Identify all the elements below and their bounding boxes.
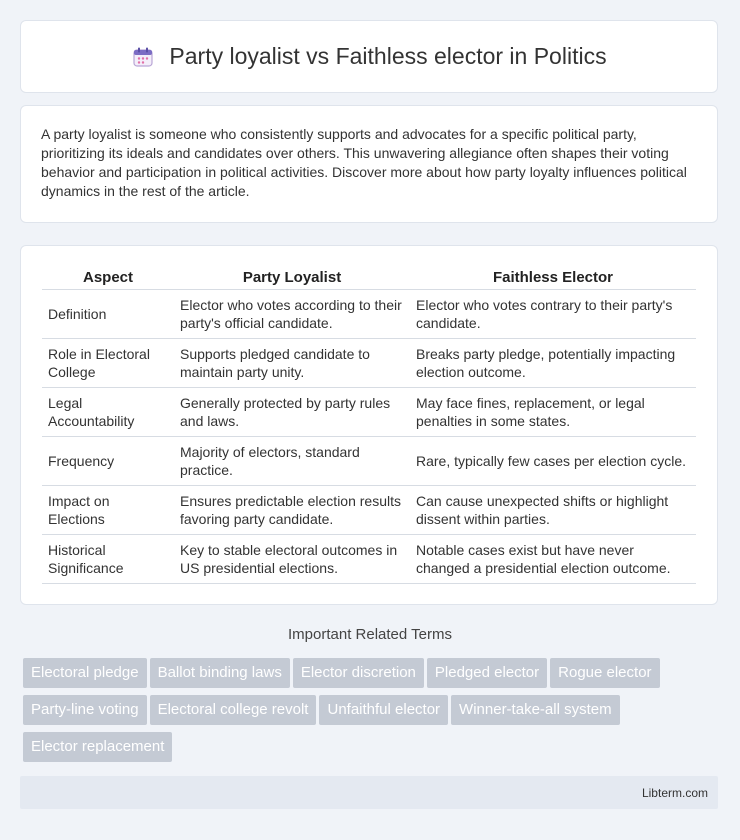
intro-text: A party loyalist is someone who consistently supports and advocates for a specific political party, prioritizing its ideals and candidates over others. This unwavering allegiance often shapes their voting behavior and participation in political activities. Discover more about how party loyalty influences political dynamics in the rest of the article. <box>41 126 687 199</box>
column-header: Aspect <box>42 264 174 290</box>
table-cell: Legal Accountability <box>42 388 174 437</box>
table-cell: Ensures predictable election results favoring party candidate. <box>174 486 410 535</box>
table-cell: Rare, typically few cases per election cycle. <box>410 437 696 486</box>
footer-site-link[interactable]: Libterm.com <box>641 785 708 800</box>
table-header-row <box>42 264 696 290</box>
table-cell: Frequency <box>42 437 174 486</box>
table-cell: Majority of electors, standard practice. <box>174 437 410 486</box>
related-terms-list <box>23 658 723 769</box>
table-cell: Elector who votes according to their party's official candidate. <box>174 290 410 339</box>
calendar-icon <box>131 45 155 69</box>
table-cell: Role in Electoral College <box>42 339 174 388</box>
page-title: Party loyalist vs Faithless elector in Politics <box>169 43 607 69</box>
table-cell: Supports pledged candidate to maintain party unity. <box>174 339 410 388</box>
table-cell: Definition <box>42 290 174 339</box>
table-row <box>42 486 696 535</box>
comparison-card <box>20 245 718 605</box>
related-term-tag[interactable]: Electoral college revolt <box>150 695 317 725</box>
related-term-tag[interactable]: Rogue elector <box>550 658 659 688</box>
related-term-tag[interactable]: Party-line voting <box>23 695 147 725</box>
table-cell: Breaks party pledge, potentially impacting election outcome. <box>410 339 696 388</box>
related-term-tag[interactable]: Unfaithful elector <box>319 695 448 725</box>
table-cell: Can cause unexpected shifts or highlight dissent within parties. <box>410 486 696 535</box>
table-row <box>42 535 696 584</box>
table-row <box>42 437 696 486</box>
table-cell: Impact on Elections <box>42 486 174 535</box>
table-cell: May face fines, replacement, or legal penalties in some states. <box>410 388 696 437</box>
footer <box>20 776 718 809</box>
related-term-tag[interactable]: Winner-take-all system <box>451 695 620 725</box>
table-cell: Elector who votes contrary to their party's candidate. <box>410 290 696 339</box>
table-row <box>42 388 696 437</box>
table-row <box>42 290 696 339</box>
table-cell: Generally protected by party rules and laws. <box>174 388 410 437</box>
header-card <box>20 20 718 93</box>
table-cell: Notable cases exist but have never changed a presidential election outcome. <box>410 535 696 584</box>
table-row <box>42 339 696 388</box>
comparison-table <box>42 264 696 584</box>
table-cell: Key to stable electoral outcomes in US presidential elections. <box>174 535 410 584</box>
related-term-tag[interactable]: Ballot binding laws <box>150 658 290 688</box>
table-cell: Historical Significance <box>42 535 174 584</box>
related-term-tag[interactable]: Pledged elector <box>427 658 547 688</box>
intro-card <box>20 105 718 223</box>
column-header: Party Loyalist <box>174 264 410 290</box>
related-terms-title: Important Related Terms <box>288 626 452 643</box>
column-header: Faithless Elector <box>410 264 696 290</box>
related-term-tag[interactable]: Elector discretion <box>293 658 424 688</box>
related-term-tag[interactable]: Elector replacement <box>23 732 172 762</box>
related-term-tag[interactable]: Electoral pledge <box>23 658 147 688</box>
